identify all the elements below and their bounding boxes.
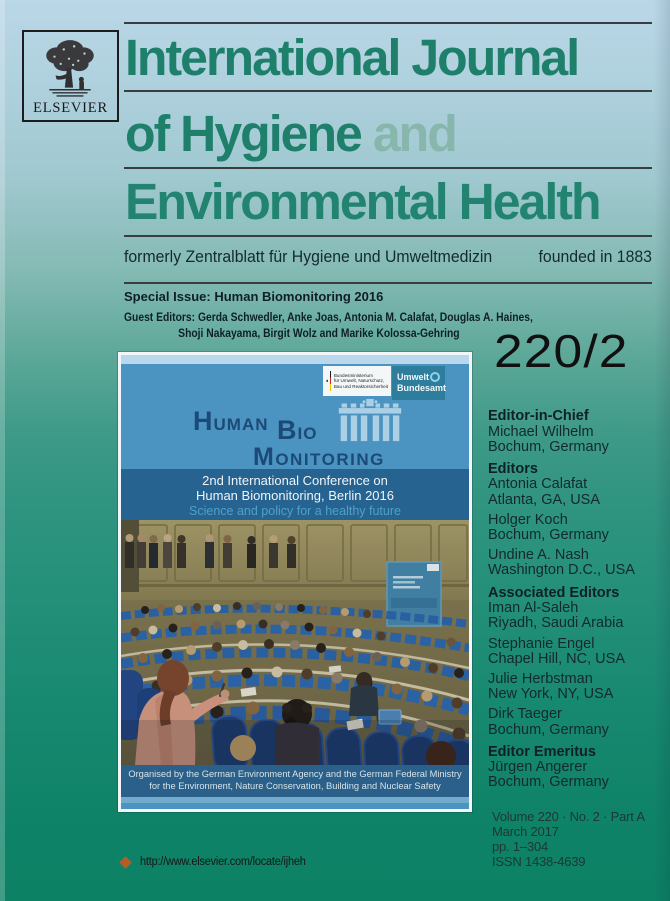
editor-entry [488,707,664,737]
masthead-rule-top [124,22,652,24]
editorial-role: Editor-in-Chief [488,408,589,424]
editor-name: Dirk Taeger [488,706,562,723]
date-line: March 2017 [492,824,559,839]
masthead-rule-bottom [124,282,652,284]
poster-caption-line-2: for the Environment, Nature Conservation, Building and Nuclear Safety [149,780,441,791]
hbm-logo-word-bio: BIO [277,415,318,445]
editor-name: Holger Koch [488,511,568,528]
masthead-rule-2 [124,90,652,92]
masthead-rule-3 [124,167,652,169]
issn-line: ISSN 1438-4639 [492,854,586,869]
poster-caption-line-1: Organised by the German Environment Agency and the German Federal Ministry [128,769,462,779]
conference-line-2: Human Biomonitoring, Berlin 2016 [196,488,394,503]
editor-name: Jürgen Angerer [488,759,588,776]
agency-ring-icon [430,372,440,382]
guest-editors [124,309,533,341]
pages-line: pp. 1–304 [492,839,549,854]
federal-eagle-icon [326,371,328,391]
editor-name: Antonia Calafat [488,476,588,493]
editor-entry [488,760,664,790]
issue-details [492,809,645,869]
poster-header [121,364,469,469]
editorial-role: Associated Editors [488,584,620,601]
editorial-section-editors [488,462,664,579]
journal-title-line-3: Environmental Health [125,173,600,230]
masthead-subtitle-row [124,247,652,267]
elsevier-tree-icon [36,36,104,98]
agency-name-line-1: Umwelt [397,372,430,382]
masthead-rule-4 [124,235,652,237]
brandenburg-gate-icon [335,398,405,442]
founded-year: founded in 1883 [538,247,652,266]
german-ministry-logo [323,366,391,396]
hbm-logo-word-monitoring: MONITORING [253,443,385,471]
conference-poster [118,352,472,812]
editor-location: Washington D.C., USA [488,562,635,579]
editor-entry [488,513,664,543]
editor-name: Undine A. Nash [488,547,589,564]
editorial-board [488,409,664,791]
journal-title-line-2-dark: of Hygiene [125,105,361,162]
volume-line: Volume 220 · No. 2 · Part A [492,809,645,824]
editor-location: Riyadh, Saudi Arabia [488,615,624,632]
special-issue-title: Special Issue: Human Biomonitoring 2016 [124,289,384,304]
editor-location: Atlanta, GA, USA [488,491,601,508]
editor-entry [488,601,664,631]
journal-url: http://www.elsevier.com/locate/ijheh [140,856,306,868]
issue-number: 220/2 [494,325,629,377]
editor-name: Iman Al-Saleh [488,600,579,617]
editor-entry [488,477,664,507]
editor-name: Michael Wilhelm [488,423,594,440]
editorial-section-editor-emeritus [488,745,664,791]
editor-entry [488,672,664,702]
conference-tagline: Science and policy for a healthy future [189,504,401,518]
editor-entry [488,637,664,667]
conference-photo [121,520,469,765]
editor-location: New York, NY, USA [488,686,614,703]
editor-name: Stephanie Engel [488,635,595,652]
conference-photo-area [121,520,469,765]
editorial-section-associated-editors [488,586,664,738]
hbm-logo-word-human: HUMAN [193,406,269,436]
journal-title-line-2-light: and [372,105,456,162]
agency-name-line-2: Bundesamt [397,382,447,393]
journal-title-line-1: International Journal [125,29,579,86]
journal-url-row [121,856,314,868]
umweltbundesamt-logo [392,366,445,400]
poster-caption [121,765,469,797]
editor-location: Chapel Hill, NC, USA [488,650,625,667]
poster-top-strip [121,355,469,364]
editor-location: Bochum, Germany [488,774,609,791]
publisher-name: ELSEVIER [33,100,108,116]
editor-entry [488,425,664,455]
editor-entry [488,548,664,578]
conference-title-band [121,469,469,520]
editor-location: Bochum, Germany [488,438,609,455]
conference-line-1: 2nd International Conference on [202,473,388,488]
journal-title-line-2 [125,105,456,162]
guest-editors-line-2: Shoji Nakayama, Birgit Wolz and Marike Kolossa-Gehring [178,326,460,340]
editorial-role: Editors [488,460,538,477]
diamond-bullet-icon [119,856,132,869]
guest-editors-line-1: Guest Editors: Gerda Schwedler, Anke Joas, Antonia M. Calafat, Douglas A. Haines, [124,310,533,324]
scan-edge-left [0,0,5,901]
editor-location: Bochum, Germany [488,721,609,738]
publisher-logo [22,30,119,122]
editorial-section-editor-in-chief [488,409,664,455]
editor-name: Julie Herbstman [488,670,593,687]
editorial-role: Editor Emeritus [488,743,596,760]
editor-location: Bochum, Germany [488,527,609,544]
human-biomonitoring-logo [193,396,415,471]
journal-former-name: formerly Zentralblatt für Hygiene und Umweltmedizin [124,247,493,266]
poster-bottom-strip [121,797,469,803]
ministry-name: Bundesministerium für Umwelt, Naturschutz, Bau und Reaktorsicherheit [333,372,388,389]
